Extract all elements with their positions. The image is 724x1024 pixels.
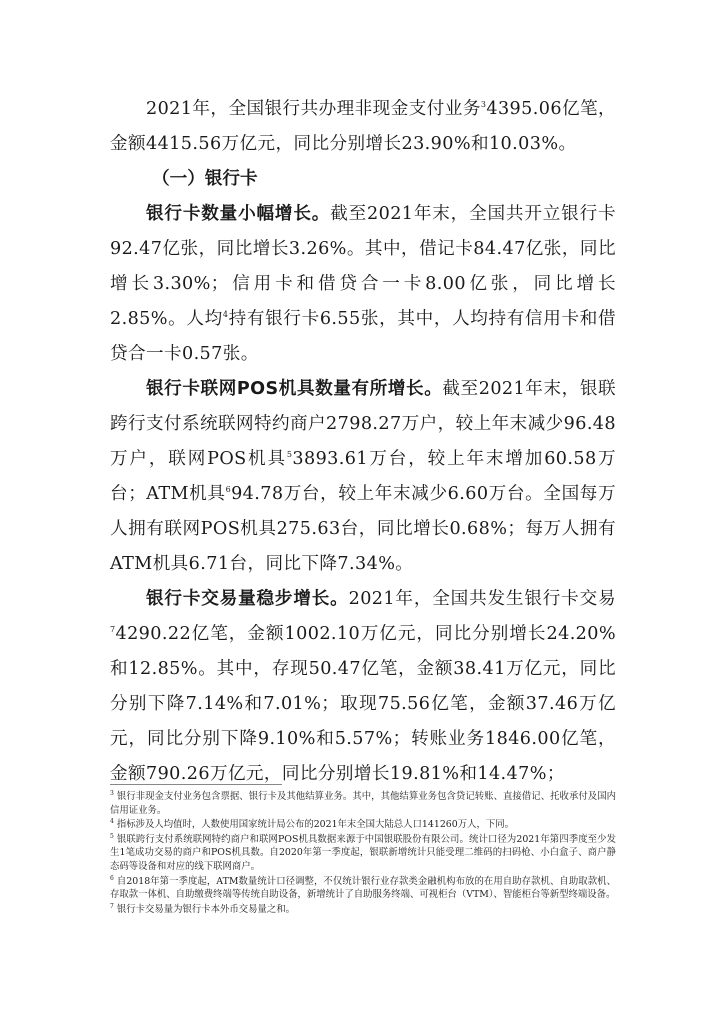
footnote-text: 银行卡交易量为银行卡本外币交易量之和。: [116, 903, 295, 915]
paragraph-card-count: [110, 197, 616, 372]
footnote-text: 指标涉及人均值时，人数使用国家统计局公布的2021年末全国大陆总人口141260万人，下同。: [116, 819, 514, 831]
footnote-ref: 5: [286, 450, 293, 460]
document-body: [110, 92, 616, 792]
footnote-3: [110, 790, 616, 817]
paragraph-noncash-summary: [110, 92, 616, 162]
footnote-number: 4: [110, 818, 114, 826]
footnote-text: 银联跨行支付系统联网特约商户和联网POS机具数据来源于中国银联股份有限公司。统计口径为2021年第四季度至少发生1笔成功交易的商户和POS机具数。自2020年第一季度起，银联新增统计只能受理二维码的扫码枪、小白盒子、商户静态码等设备和对应的线下联网商户。: [110, 833, 617, 872]
paragraph-text: 3893.61万台，较上年末增加60.58万台；ATM机具: [110, 449, 616, 504]
footnote-5: [110, 833, 616, 874]
footnote-ref: 3: [480, 100, 487, 110]
footnote-6: [110, 875, 616, 902]
footnotes: [110, 790, 616, 917]
section-heading: （一）银行卡: [152, 169, 258, 189]
footnote-4: [110, 818, 616, 832]
paragraph-text: 4290.22亿笔，金额1002.10万亿元，同比分别增长24.20%和12.85%。其中，存现50.47亿笔，金额38.41万亿元，同比分别下降7.14%和7.01%；取现75.56亿笔，金额37.46万亿元，同比分别下降9.10%和5.57%；转账业务1846.00亿笔，金额790.26万亿元，同比分别增长19.81%和14.47%；: [110, 624, 616, 784]
footnote-ref: 6: [225, 485, 232, 495]
paragraph-text: 截至2021年末，全国共开立银行卡92.47亿张，同比增长3.26%。其中，借记卡84.47亿张，同比增长3.30%；信用卡和借贷合一卡8.00亿张，同比增长2.85%。人均: [110, 204, 616, 329]
paragraph-pos-terminals: [110, 372, 616, 582]
paragraph-text: 2021年，全国共发生银行卡交易: [348, 589, 616, 609]
footnote-7: [110, 903, 616, 917]
footnote-number: 5: [110, 832, 114, 840]
paragraph-lead: 银行卡数量小幅增长。: [146, 204, 331, 224]
footnote-text: 银行非现金支付业务包含票据、银行卡及其他结算业务。其中，其他结算业务包含贷记转账、直接借记、托收承付及国内信用证业务。: [110, 791, 616, 816]
paragraph-text: 4395.06亿笔，金额4415.56万亿元，同比分别增长23.90%和10.03%。: [110, 99, 616, 154]
footnote-ref: 7: [110, 625, 116, 635]
paragraph-card-transactions: [110, 582, 616, 792]
footnote-text: 自2018年第一季度起，ATM数量统计口径调整，不仅统计银行业存款类金融机构布放的在用自助存款机、自助取款机、存取款一体机、自助缴费终端等传统自助设备，新增统计了自助服务终端、可视柜台（VTM）、智能柜台等新型终端设备。: [110, 875, 616, 901]
paragraph-text: 94.78万台，较上年末减少6.60万台。全国每万人拥有联网POS机具275.63台，同比增长0.68%；每万人拥有ATM机具6.71台，同比下降7.34%。: [110, 484, 617, 574]
paragraph-text: 持有银行卡6.55张，其中，人均持有信用卡和借贷合一卡0.57张。: [110, 309, 616, 364]
paragraph-text: 2021年，全国银行共办理非现金支付业务: [146, 99, 481, 119]
paragraph-text: 截至2021年末，银联跨行支付系统联网特约商户2798.27万户，较上年末减少96.48万户，联网POS机具: [110, 379, 616, 469]
paragraph-lead: 银行卡联网POS机具数量有所增长。: [146, 379, 443, 399]
paragraph-lead: 银行卡交易量稳步增长。: [146, 589, 349, 609]
footnote-number: 3: [110, 789, 114, 797]
footnote-number: 7: [110, 902, 114, 910]
footnote-ref: 4: [222, 310, 229, 320]
footnote-divider: [110, 784, 282, 785]
footnote-number: 6: [110, 874, 114, 882]
